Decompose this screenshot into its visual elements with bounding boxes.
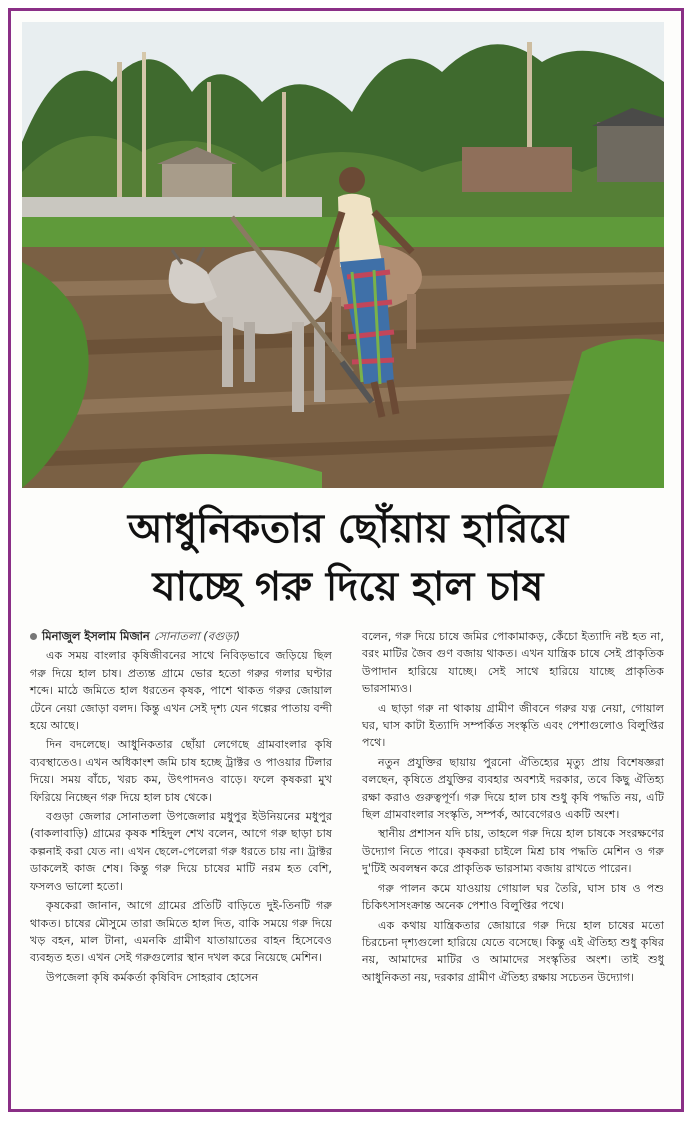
paragraph: বলেন, গরু দিয়ে চাষে জমির পোকামাকড়, কেঁচো ইত্যাদি নষ্ট হত না, বরং মাটির জৈব গুণ বজায় থাকত। এখন যান্ত্রিক চাষে সেই প্রাকৃতিক উপাদান হারিয়ে যাচ্ছে। সেই সাথে হারিয়ে যাচ্ছে প্রাকৃতিক ভারসাম্যও। (362, 630, 664, 696)
paragraph: এ ছাড়া গরু না থাকায় গ্রামীণ জীবনে গরুর যত্ন নেয়া, গোয়াল ঘর, ঘাস কাটা ইত্যাদি সম্পর্কিত সংস্কৃতি এবং পেশাগুলোও বিলুপ্তির পথে। (362, 701, 664, 750)
headline-line-1: আধুনিকতার ছোঁয়ায় হারিয়ে (127, 506, 569, 552)
bullock-plough-photo (22, 22, 664, 488)
author-name: মিনাজুল ইসলাম মিজান (42, 629, 150, 643)
paragraph: এক কথায় যান্ত্রিকতার জোয়ারে গরু দিয়ে হাল চাষের মতো চিরচেনা দৃশ্যগুলো হারিয়ে যেতে বসেছে। কিন্তু এই ঐতিহ্য শুধু কৃষির নয়, আমাদের মাটির ও আমাদের সংস্কৃতির অংশ। তাই শুধু আধুনিকতা নয়, দরকার গ্রামীণ ঐতিহ্য রক্ষায় সচেতন উদ্যোগ। (362, 918, 664, 984)
paragraph: দিন বদলেছে। আধুনিকতার ছোঁয়া লেগেছে গ্রামবাংলার কৃষি ব্যবস্থাতেও। এখন অধিকাংশ জমি চাষ হচ্ছে ট্রাক্টর ও পাওয়ার টিলার দিয়ে। সময় বাঁচে, খরচ কম, উৎপাদনও বাড়ে। ফলে কৃষকরা মুখ ফিরিয়ে নিচ্ছেন গরু দিয়ে হাল চাষ থেকে। (30, 738, 332, 804)
paragraph: কৃষকেরা জানান, আগে গ্রামের প্রতিটি বাড়িতে দুই-তিনটি গরু থাকত। চাষের মৌসুমে তারা জমিতে হাল দিত, বাকি সময়ে গরু দিয়ে খড় বহন, মাল টানা, এমনকি গ্রামীণ যাতায়াতের বাহন হিসেবেও ব্যবহৃত হত। এখন সেই গরুগুলোর স্থান দখল করে নিয়েছে মেশিন। (30, 899, 332, 965)
paragraph: গরু পালন কমে যাওয়ায় গোয়াল ঘর তৈরি, ঘাস চাষ ও পশু চিকিৎসাসংক্রান্ত অনেক পেশাও বিলুপ্তির পথে। (362, 881, 664, 913)
paragraph: এক সময় বাংলার কৃষিজীবনের সাথে নিবিড়ভাবে জড়িয়ে ছিল গরু দিয়ে হাল চাষ। প্রত্যন্ত গ্রামে ভোর হতো গরুর গলার ঘণ্টার শব্দে। মাঠে জমিতে হাল ধরতেন কৃষক, পাশে থাকত গরুর জোয়াল টেনে নেয়া জোড়া বলদ। কিন্তু এখন সেই দৃশ্য যেন গল্পের পাতায় বন্দী হয়ে আছে। (30, 649, 332, 733)
paragraph: স্থানীয় প্রশাসন যদি চায়, তাহলে গরু দিয়ে হাল চাষকে সংরক্ষণের উদ্যোগ নিতে পারে। কৃষকরা চাইলে মিশ্র চাষ পদ্ধতি মেশিন ও গরু দু'টিই অবলম্বন করে প্রাকৃতিক ভারসাম্য বজায় রাখতে পারেন। (362, 827, 664, 876)
article-column-right (362, 628, 664, 988)
byline (30, 628, 332, 645)
paragraph: উপজেলা কৃষি কর্মকর্তা কৃষিবিদ সোহরাব হোসেন (46, 970, 259, 984)
bullet-icon (30, 633, 37, 640)
paragraph: নতুন প্রযুক্তির ছায়ায় পুরনো ঐতিহ্যের মৃত্যু প্রায় বিশেষজ্ঞরা বলছেন, কৃষিতে প্রযুক্তির ব্যবহার অবশ্যই দরকার, তবে কিছু ঐতিহ্য রক্ষা করাও গুরুত্বপূর্ণ। গরু দিয়ে হাল চাষ শুধু কৃষি পদ্ধতি নয়, এটি ছিল গ্রামবাংলার সংস্কৃতি, সম্পর্ক, আবেগেরও একটি অংশ। (362, 755, 664, 822)
headline (30, 500, 666, 616)
headline-line-2: যাচ্ছে গরু দিয়ে হাল চাষ (152, 564, 544, 610)
dateline-place: সোনাতলা (বগুড়া) (153, 629, 241, 643)
article-column-left (30, 628, 332, 988)
paragraph: বগুড়া জেলার সোনাতলা উপজেলার মধুপুর ইউনিয়নের মধুপুর (বাকলাবাড়ি) গ্রামের কৃষক শহিদুল শেখ বলেন, আগে গরু ছাড়া চাষ কল্পনাই করা যেত না। এখন ছেলে-পেলেরা গরু ধরতে চায় না। ট্রাক্টর ডাকলেই কাজ শেষ। কিন্তু গরু দিয়ে চাষের মাটি নরম হত বেশি, ফসলও ভালো হতো। (30, 810, 332, 893)
